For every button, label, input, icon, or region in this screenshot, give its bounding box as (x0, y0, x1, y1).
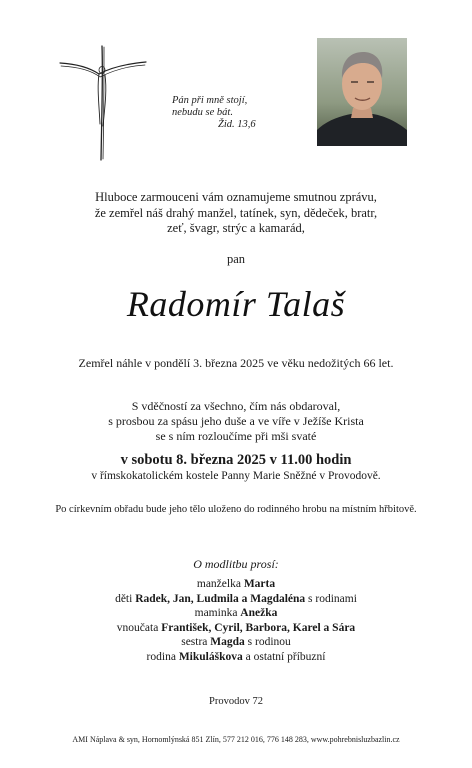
family-address: Provodov 72 (209, 696, 263, 707)
salutation: pan (226, 252, 246, 266)
deceased-name: Radomír Talaš (126, 284, 346, 324)
intro-line-3: zeť, švagr, strýc a kamarád, (167, 221, 305, 235)
mourner-children: děti Radek, Jan, Ludmila a Magdaléna s rodinami (115, 592, 357, 605)
thanks-line-3: se s ním rozloučíme při mši svaté (155, 429, 317, 443)
mourner-sister: sestra Magda s rodinou (181, 636, 291, 648)
announcement-text (0, 190, 472, 237)
quote-line-1: Pán při mně stojí, (172, 95, 248, 106)
mourners-list (0, 577, 472, 664)
mourner-mother: maminka Anežka (194, 607, 278, 619)
prayer-heading: O modlitbu prosí: (193, 557, 279, 571)
deceased-photo (317, 38, 407, 146)
quote-line-2: nebudu se bát. (172, 107, 233, 118)
quote-reference: Žid. 13,6 (218, 119, 256, 130)
ceremony-place: v římskokatolickém kostele Panny Marie Sněžné v Provodově. (91, 470, 381, 482)
mourner-wife: manželka Marta (196, 578, 276, 590)
death-notice: Zemřel náhle v pondělí 3. března 2025 ve věku nedožitých 66 let. (78, 356, 394, 370)
intro-line-2: že zemřel náš drahý manžel, tatínek, syn, dědeček, bratr, (94, 205, 378, 220)
ceremony-date: v sobotu 8. března 2025 v 11.00 hodin (120, 452, 352, 468)
mourner-family: rodina Mikuláškova a ostatní příbuzní (146, 650, 326, 663)
intro-line-1: Hluboce zarmouceni vám oznamujeme smutnou zprávu, (95, 190, 377, 204)
thanks-line-1: S vděčností za všechno, čím nás obdaroval, (131, 399, 341, 413)
thanks-line-2: s prosbou za spásu jeho duše a ve víře v Ježíše Krista (108, 414, 364, 428)
burial-note: Po církevním obřadu bude jeho tělo uloženo do rodinného hrobu na místním hřbitově. (55, 504, 417, 515)
cross-icon (58, 44, 148, 162)
mourner-grandchildren: vnoučata František, Cyril, Barbora, Karel a Sára (116, 621, 356, 634)
portrait-image (317, 38, 407, 146)
funeral-service-footer: AMI Náplava & syn, Hornomlýnská 851 Zlín, 577 212 016, 776 148 283, www.pohrebnisluzbazlin.cz (72, 735, 400, 744)
farewell-text (0, 399, 472, 444)
bible-quote (172, 95, 272, 131)
